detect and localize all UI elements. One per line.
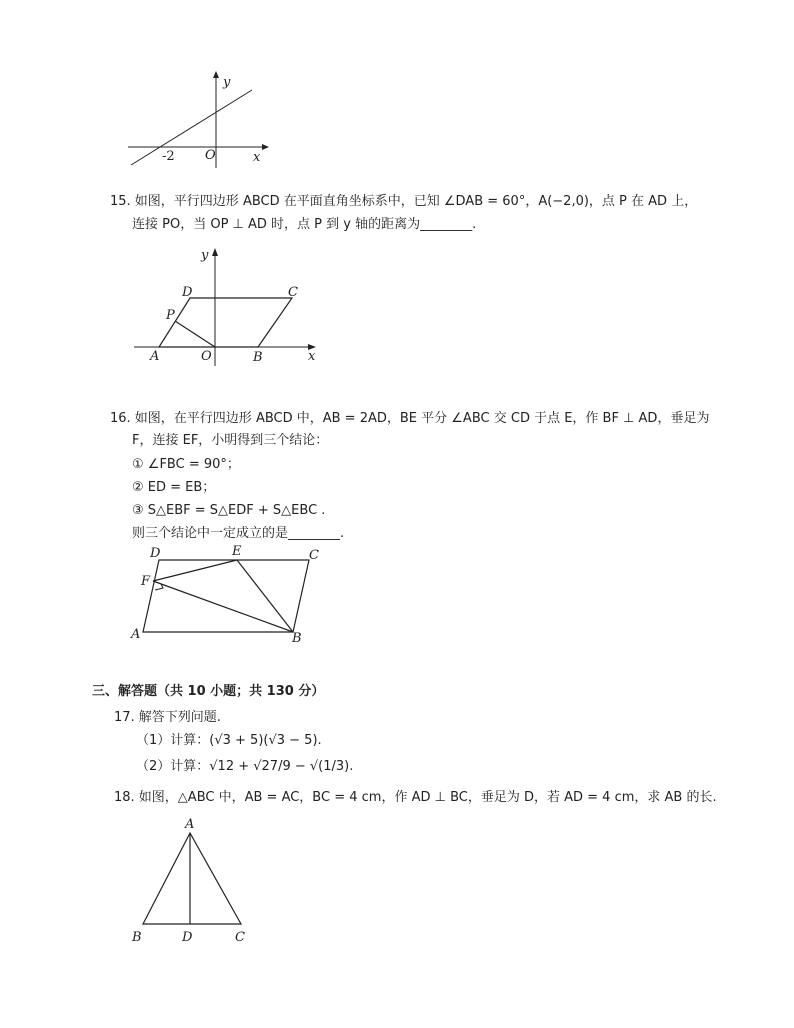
parallelogram-abcd (159, 298, 292, 347)
label-x: x (308, 349, 316, 364)
right-angle-mark-icon (155, 584, 163, 590)
label-o: O (201, 349, 212, 364)
label-d: D (182, 285, 193, 300)
q18-figure (128, 814, 258, 949)
x-axis-arrow-icon (262, 144, 269, 150)
origin-label: O (205, 148, 216, 163)
q16-line1: 16. 如图，在平行四边形 ABCD 中，AB = 2AD，BE 平分 ∠ABC 交 CD 于点 E，作 BF ⊥ AD，垂足为 (110, 411, 710, 426)
label-f: F (141, 574, 151, 589)
label-d: D (150, 546, 161, 561)
label-c: C (309, 548, 319, 563)
y-axis-arrow-icon (213, 71, 219, 78)
q17-title: 17. 解答下列问题. (114, 710, 221, 725)
q15-line2: 连接 PO，当 OP ⊥ AD 时，点 P 到 y 轴的距离为________. (132, 217, 477, 232)
label-a: A (131, 627, 141, 642)
q14-figure (120, 68, 280, 172)
y-axis-arrow-icon (212, 248, 218, 256)
label-p: P (166, 308, 175, 323)
label-e: E (232, 544, 242, 559)
q16-conclusion-2: ② ED = EB； (132, 480, 216, 495)
segment-fe (153, 560, 237, 581)
label-a: A (185, 817, 195, 832)
label-b: B (132, 930, 142, 945)
section-heading: 三、解答题（共 10 小题；共 130 分） (92, 684, 325, 699)
intercept-label: -2 (162, 149, 175, 164)
triangle-abc (143, 833, 241, 924)
q15-line1: 15. 如图，平行四边形 ABCD 在平面直角坐标系中，已知 ∠DAB = 60°，A(−2,0)，点 P 在 AD 上， (110, 194, 698, 209)
x-axis-label: x (253, 150, 261, 165)
q16-conclusion-3: ③ S△EBF = S△EDF + S△EBC . (132, 503, 326, 518)
label-y: y (201, 248, 209, 263)
segment-po (175, 321, 215, 347)
graph-line (131, 90, 252, 165)
segment-fb (153, 581, 293, 632)
label-a: A (150, 349, 160, 364)
label-c: C (235, 930, 245, 945)
q16-line2: F，连接 EF，小明得到三个结论： (132, 433, 329, 448)
q18-text: 18. 如图，△ABC 中，AB = AC，BC = 4 cm，作 AD ⊥ BC，垂足为 D，若 AD = 4 cm，求 AB 的长. (114, 790, 717, 805)
q16-question: 则三个结论中一定成立的是________. (132, 526, 345, 541)
q15-figure (128, 244, 328, 369)
label-c: C (288, 285, 298, 300)
q17-part1: （1）计算：(√3 + 5)(√3 − 5). (136, 733, 322, 748)
label-d: D (182, 930, 193, 945)
q16-conclusion-1: ① ∠FBC = 90°； (132, 457, 240, 472)
q17-part2: （2）计算：√12 + √27/9 − √(1/3). (136, 759, 354, 774)
label-b: B (292, 631, 302, 644)
q16-figure (128, 544, 328, 644)
y-axis-label: y (223, 75, 231, 90)
label-b: B (253, 350, 263, 365)
